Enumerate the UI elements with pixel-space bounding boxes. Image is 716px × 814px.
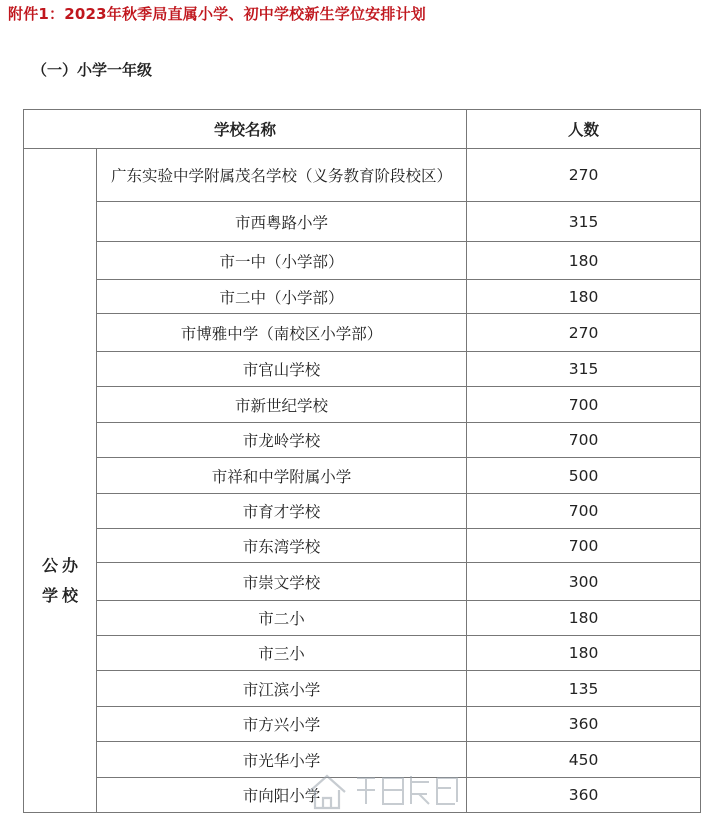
- table-row: [24, 149, 701, 202]
- group-label-cell: [24, 149, 97, 813]
- table-row: [24, 494, 701, 529]
- count-cell: 180: [467, 242, 701, 280]
- count-cell: 315: [467, 202, 701, 242]
- school-name-cell: 市向阳小学: [97, 778, 467, 813]
- count-cell: 315: [467, 352, 701, 387]
- school-name-cell: 市三小: [97, 636, 467, 671]
- school-name-cell: 市江滨小学: [97, 671, 467, 707]
- school-name-cell: 市官山学校: [97, 352, 467, 387]
- count-cell: 270: [467, 314, 701, 352]
- school-name-cell: 市二中（小学部）: [97, 280, 467, 314]
- table-row: [24, 242, 701, 280]
- table-row: [24, 458, 701, 494]
- count-cell: 450: [467, 742, 701, 778]
- enrollment-plan-table: [23, 109, 701, 813]
- table-row: [24, 563, 701, 601]
- count-cell: 180: [467, 601, 701, 636]
- school-name-cell: 市一中（小学部）: [97, 242, 467, 280]
- school-name-cell: 市博雅中学（南校区小学部）: [97, 314, 467, 352]
- school-name-cell: 广东实验中学附属茂名学校（义务教育阶段校区）: [97, 149, 467, 202]
- count-cell: 135: [467, 671, 701, 707]
- school-name-cell: 市光华小学: [97, 742, 467, 778]
- group-label: 公办学校: [41, 555, 82, 605]
- count-cell: 500: [467, 458, 701, 494]
- table-row: [24, 314, 701, 352]
- table-row: [24, 202, 701, 242]
- school-name-cell: 市二小: [97, 601, 467, 636]
- school-name-cell: 市崇文学校: [97, 563, 467, 601]
- count-cell: 700: [467, 423, 701, 458]
- school-name-cell: 市新世纪学校: [97, 387, 467, 423]
- table-row: [24, 778, 701, 813]
- count-cell: 700: [467, 494, 701, 529]
- count-cell: 180: [467, 280, 701, 314]
- table-row: [24, 636, 701, 671]
- table-row: [24, 387, 701, 423]
- table-row: [24, 742, 701, 778]
- count-cell: 700: [467, 387, 701, 423]
- header-count: 人数: [467, 110, 701, 149]
- count-cell: 180: [467, 636, 701, 671]
- table-row: [24, 671, 701, 707]
- school-name-cell: 市东湾学校: [97, 529, 467, 563]
- school-name-cell: 市祥和中学附属小学: [97, 458, 467, 494]
- count-cell: 300: [467, 563, 701, 601]
- table-row: [24, 423, 701, 458]
- page-title: 附件1：2023年秋季局直属小学、初中学校新生学位安排计划: [8, 5, 426, 23]
- count-cell: 270: [467, 149, 701, 202]
- school-name-cell: 市西粤路小学: [97, 202, 467, 242]
- table-row: [24, 601, 701, 636]
- header-school-name: 学校名称: [24, 110, 467, 149]
- count-cell: 360: [467, 778, 701, 813]
- table-row: [24, 529, 701, 563]
- section-title: （一）小学一年级: [32, 61, 153, 79]
- count-cell: 700: [467, 529, 701, 563]
- school-name-cell: 市龙岭学校: [97, 423, 467, 458]
- count-cell: 360: [467, 707, 701, 742]
- table-header-row: [24, 110, 701, 149]
- school-name-cell: 市方兴小学: [97, 707, 467, 742]
- table-row: [24, 352, 701, 387]
- table-row: [24, 280, 701, 314]
- table-row: [24, 707, 701, 742]
- school-name-cell: 市育才学校: [97, 494, 467, 529]
